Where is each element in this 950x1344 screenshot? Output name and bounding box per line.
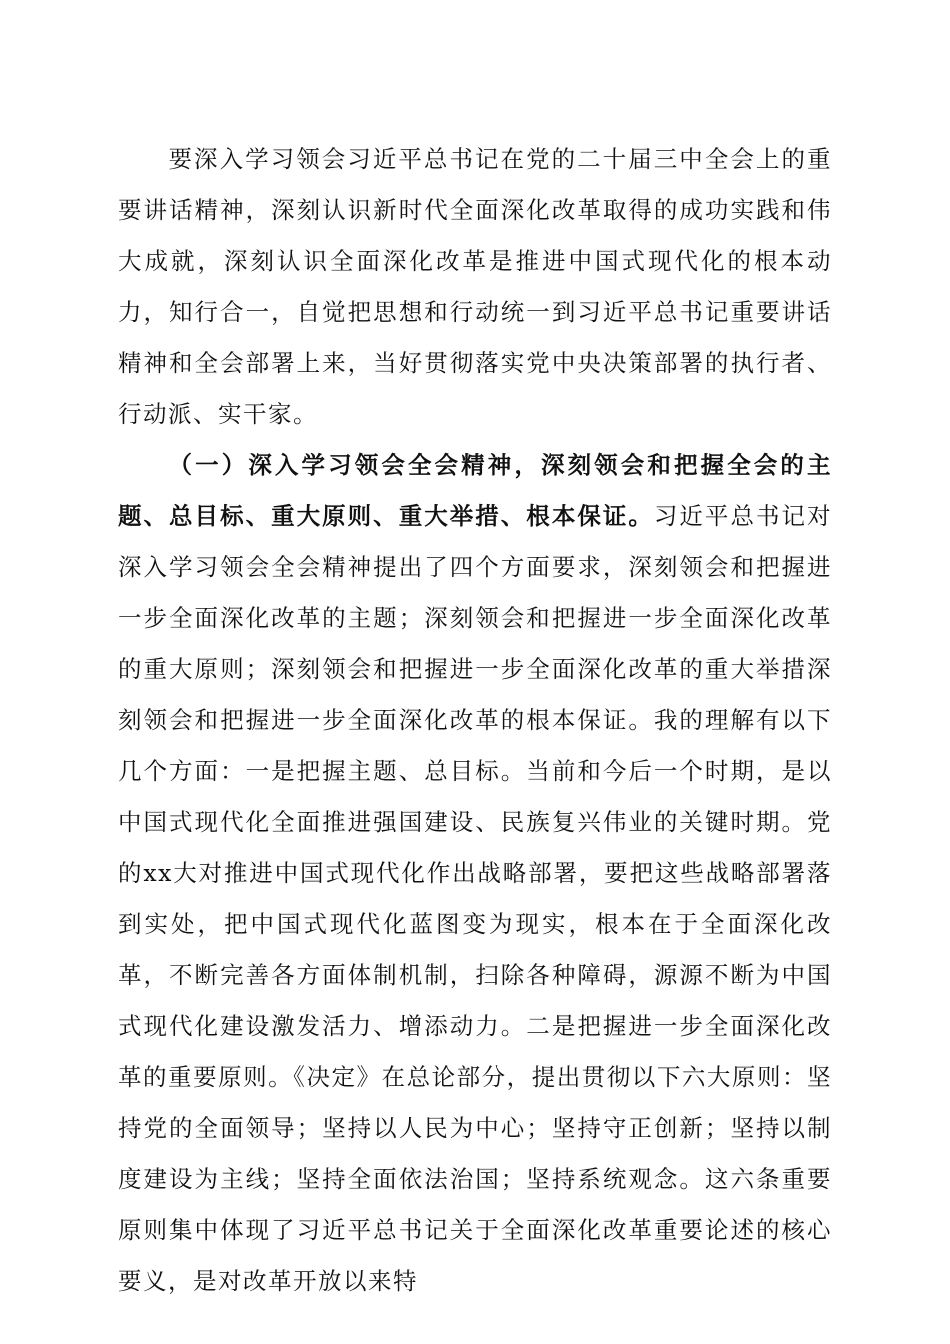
- section-paragraph: [118, 440, 832, 1307]
- section-body-text: 习近平总书记对深入学习领会全会精神提出了四个方面要求，深刻领会和把握进一步全面深化改革的主题；深刻领会和把握进一步全面深化改革的重大原则；深刻领会和把握进一步全面深化改革的重大举措深刻领会和把握进一步全面深化改革的根本保证。我的理解有以下几个方面：一是把握主题、总目标。当前和今后一个时期，是以中国式现代化全面推进强国建设、民族复兴伟业的关键时期。党的xx大对推进中国式现代化作出战略部署，要把这些战略部署落到实处，把中国式现代化蓝图变为现实，根本在于全面深化改革，不断完善各方面体制机制，扫除各种障碍，源源不断为中国式现代化建设激发活力、增添动力。二是把握进一步全面深化改革的重要原则。《决定》在总论部分，提出贯彻以下六大原则：坚持党的全面领导；坚持以人民为中心；坚持守正创新；坚持以制度建设为主线；坚持全面依法治国；坚持系统观念。这六条重要原则集中体现了习近平总书记关于全面深化改革重要论述的核心要义，是对改革开放以来特: [118, 502, 833, 1295]
- section-heading: （一）深入学习领会全会精神，深刻领会和把握全会的主题、总目标、重大原则、重大举措、根本保证。: [118, 451, 832, 530]
- body-paragraph: 要深入学习领会习近平总书记在党的二十届三中全会上的重要讲话精神，深刻认识新时代全面深化改革取得的成功实践和伟大成就，深刻认识全面深化改革是推进中国式现代化的根本动力，知行合一，自觉把思想和行动统一到习近平总书记重要讲话精神和全会部署上来，当好贯彻落实党中央决策部署的执行者、行动派、实干家。: [118, 145, 832, 428]
- document-page: [118, 134, 832, 1307]
